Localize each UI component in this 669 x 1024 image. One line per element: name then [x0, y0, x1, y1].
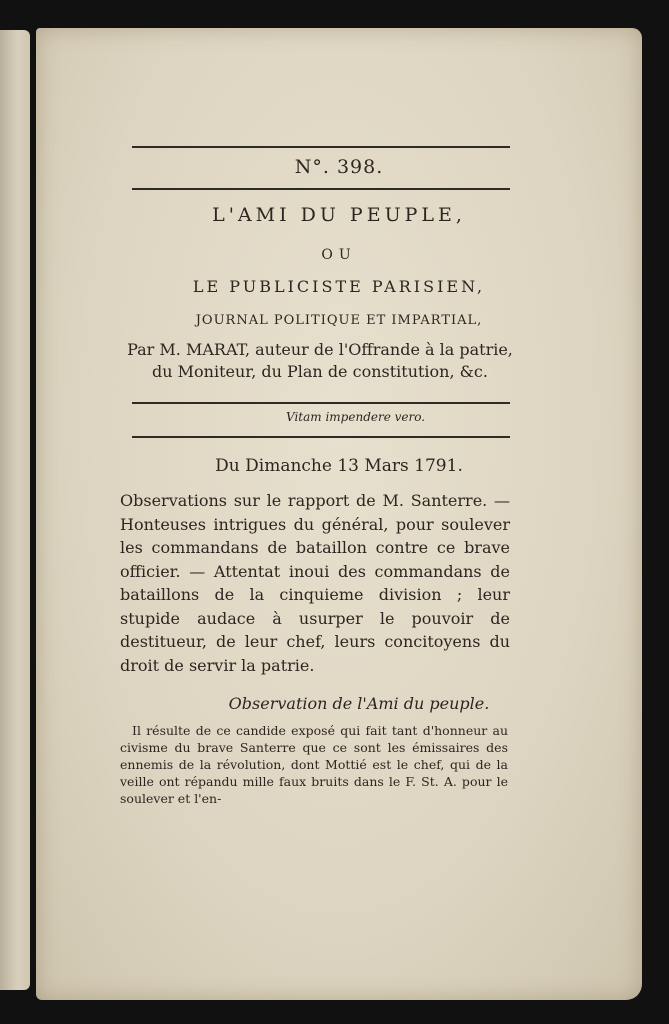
epigraph: Vitam impendere vero. — [286, 410, 426, 424]
newspaper-title: L'AMI DU PEUPLE, — [212, 204, 466, 226]
author-line: Par M. MARAT, auteur de l'Offrande à la patrie, du Moniteur, du Plan de constitution, &c. — [127, 340, 513, 381]
epigraph-bottom-rule — [132, 436, 510, 438]
issue-date: Du Dimanche 13 Mars 1791. — [215, 456, 463, 476]
previous-page-edge — [0, 30, 30, 990]
epigraph-top-rule — [132, 402, 510, 404]
observation-heading: Observation de l'Ami du peuple. — [228, 694, 490, 713]
top-rule — [132, 146, 510, 148]
body-paragraph: Il résulte de ce candide exposé qui fait tant d'honneur au civisme du brave Santerre que ce sont les émissaires des ennemis de la révolution, dont Mottié est le chef, qui de la veille ont répandu mille faux bruits dans le F. St. A. pour le soulever et l'en- — [120, 723, 508, 806]
newspaper-page — [36, 28, 642, 1000]
journal-line: JOURNAL POLITIQUE ET IMPARTIAL, — [195, 313, 483, 328]
title-conjunction: OU — [321, 247, 357, 263]
newspaper-subtitle: LE PUBLICISTE PARISIEN, — [192, 277, 486, 296]
number-rule — [132, 188, 510, 190]
issue-number: N°. 398. — [294, 156, 384, 178]
summary-text: Observations sur le rapport de M. Santerre. — Honteuses intrigues du général, pour soulever les commandans de bataillon contre ce brave officier. — Attentat inoui des commandans de bataillons de la cinquieme division ; leur stupide audace à usurper le pouvoir de destitueur, de leur chef, leurs concitoyens du droit de servir la patrie. — [120, 491, 510, 675]
issue-summary — [120, 489, 510, 677]
